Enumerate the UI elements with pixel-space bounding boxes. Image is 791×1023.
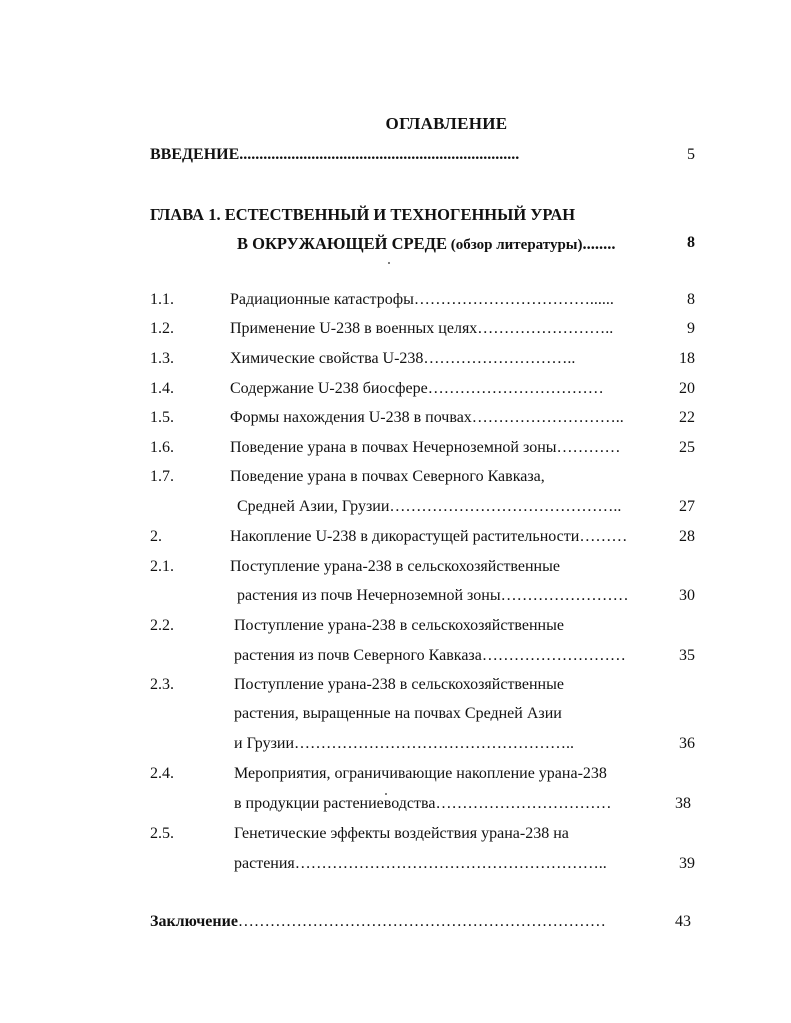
entry-title: Радиационные катастрофы……………………………...... xyxy=(230,291,614,308)
entry-number: 2.5. xyxy=(150,825,174,842)
entry-title-continuation: и Грузии…………………………………………….. xyxy=(234,735,575,752)
chapter-page: 8 xyxy=(687,234,695,251)
entry-page: 18 xyxy=(679,350,695,367)
intro-page: 5 xyxy=(687,146,695,163)
entry-title: Поступление урана-238 в сельскохозяйственные xyxy=(234,617,564,634)
entry-number: 2.1. xyxy=(150,558,174,575)
entry-number: 2.2. xyxy=(150,617,174,634)
entry-number: 1.4. xyxy=(150,380,174,397)
entry-title-continuation: растения из почв Нечерноземной зоны…………………… xyxy=(237,587,629,604)
entry-title: Поведение урана в почвах Нечерноземной зоны………… xyxy=(230,439,621,456)
chapter-subheading xyxy=(237,234,616,254)
entry-page: 38 xyxy=(675,795,691,812)
entry-number: 1.7. xyxy=(150,468,174,485)
intro-dots: ...................................................................... xyxy=(239,146,520,163)
conclusion-entry xyxy=(150,913,606,931)
entry-title: Химические свойства U-238……………………….. xyxy=(230,350,576,367)
scan-speck xyxy=(385,793,387,795)
entry-title: Содержание U-238 биосфере…………………………… xyxy=(230,380,604,397)
entry-number: 1.5. xyxy=(150,409,174,426)
entry-page: 20 xyxy=(679,380,695,397)
entry-number: 1.6. xyxy=(150,439,174,456)
entry-page: 28 xyxy=(679,528,695,545)
entry-title: Применение U-238 в военных целях…………………….. xyxy=(230,320,614,337)
entry-title: Накопление U-238 в дикорастущей растительности……… xyxy=(230,528,628,545)
entry-page: 39 xyxy=(679,855,695,872)
scan-speck xyxy=(388,262,390,264)
entry-page: 22 xyxy=(679,409,695,426)
chapter-subheading-caps: В ОКРУЖАЮЩЕЙ СРЕДЕ xyxy=(237,234,447,253)
page-title: ОГЛАВЛЕНИЕ xyxy=(385,114,508,133)
entry-page: 27 xyxy=(679,498,695,515)
intro-entry xyxy=(150,146,519,164)
chapter-subheading-note: (обзор литературы) xyxy=(446,237,583,253)
entry-title-continuation: растения из почв Северного Кавказа……………………… xyxy=(234,647,626,664)
entry-number: 2.4. xyxy=(150,765,174,782)
entry-page: 36 xyxy=(679,735,695,752)
entry-title: Формы нахождения U-238 в почвах……………………….. xyxy=(230,409,624,426)
conclusion-dots: …………………………………………………………… xyxy=(237,913,606,930)
entry-title: Поведение урана в почвах Северного Кавказа, xyxy=(230,468,545,485)
entry-title-continuation: растения………………………………………………….. xyxy=(234,855,607,872)
entry-page: 35 xyxy=(679,647,695,664)
entry-title-continuation: растения, выращенные на почвах Средней Азии xyxy=(234,705,562,722)
entry-page: 8 xyxy=(687,291,695,308)
chapter-dots: ........ xyxy=(582,234,616,253)
entry-page: 25 xyxy=(679,439,695,456)
conclusion-label: Заключение xyxy=(150,913,238,930)
entry-title: Мероприятия, ограничивающие накопление урана-238 xyxy=(234,765,607,782)
entry-title: Генетические эффекты воздействия урана-238 на xyxy=(234,825,569,842)
entry-title: Поступление урана-238 в сельскохозяйственные xyxy=(234,676,564,693)
entry-number: 1.2. xyxy=(150,320,174,337)
chapter-heading: ГЛАВА 1. ЕСТЕСТВЕННЫЙ И ТЕХНОГЕННЫЙ УРАН xyxy=(150,205,576,224)
conclusion-page: 43 xyxy=(675,913,691,930)
entry-number: 1.1. xyxy=(150,291,174,308)
entry-title-continuation: в продукции растениеводства…………………………… xyxy=(234,795,612,812)
entry-page: 9 xyxy=(687,320,695,337)
entry-number: 2. xyxy=(150,528,162,545)
entry-title-continuation: Средней Азии, Грузии…………………………………….. xyxy=(237,498,622,515)
entry-title: Поступление урана-238 в сельскохозяйственные xyxy=(230,558,560,575)
entry-number: 2.3. xyxy=(150,676,174,693)
entry-page: 30 xyxy=(679,587,695,604)
intro-label: ВВЕДЕНИЕ xyxy=(150,146,240,163)
entry-number: 1.3. xyxy=(150,350,174,367)
